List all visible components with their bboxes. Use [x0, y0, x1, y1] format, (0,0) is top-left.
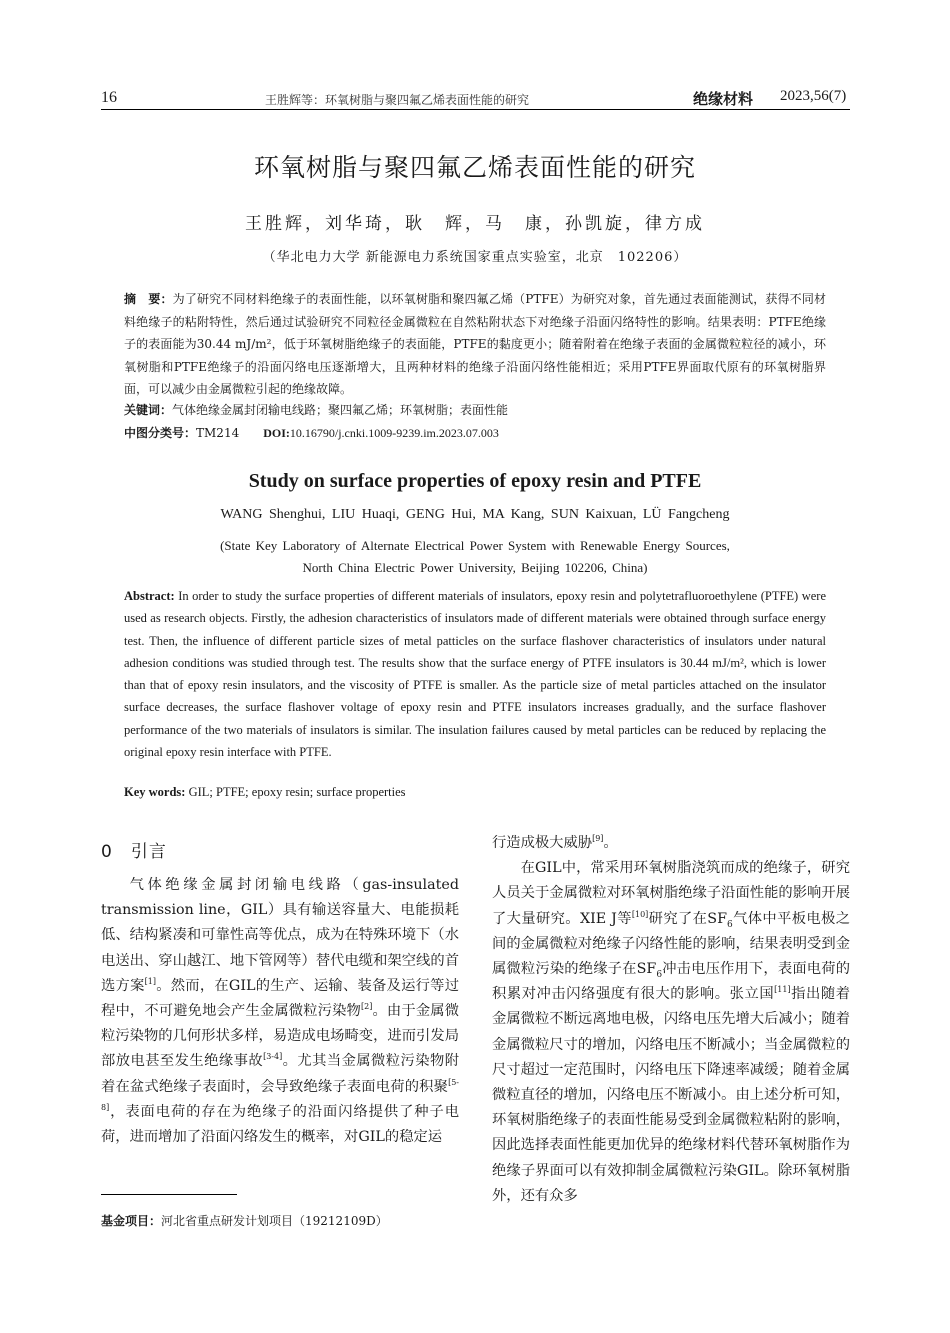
citation: [5-8] — [101, 1077, 459, 1113]
subscript: 6 — [656, 969, 663, 980]
intro-paragraph-1-continued — [492, 831, 850, 856]
text-run: 行造成极大威胁 — [492, 835, 593, 851]
text-run: 气体绝缘金属封闭输电线路（gas-insulated transmission line，GIL）具有输送容量大、电能损耗低、结构紧凑和可靠性高等优点，成为在特殊环境下（水电送出、穿山越江、地下管网等）替代电缆和架空线的首选方案 — [101, 877, 459, 994]
text-run: 气体中平板电极之间的金属微粒对绝缘子闪络性能的影响，结果表明受到金属微粒污染的绝缘子在SF — [492, 910, 851, 978]
abstract-en-label: Abstract: — [124, 589, 175, 603]
citation: [10] — [631, 909, 649, 919]
text-run: ，表面电荷的存在为绝缘子的沿面闪络提供了种子电荷，进而增加了沿面闪络发生的概率，对GIL的稳定运 — [101, 1103, 459, 1146]
funding-label: 基金项目： — [101, 1214, 162, 1228]
keywords-en-label: Key words: — [124, 785, 186, 799]
keywords-cn-text: 气体绝缘金属封闭输电线路；聚四氟乙烯；环氧树脂；表面性能 — [172, 403, 509, 417]
citation: [9] — [592, 834, 604, 844]
paper-title-en: Study on surface properties of epoxy resin and PTFE — [248, 470, 702, 492]
text-run: 。然而，在GIL的生产、运输、装备及运行等过程中，不可避免地会产生金属微粒污染物 — [101, 977, 460, 1020]
journal-issue: 2023,56(7) — [780, 88, 847, 104]
funding-note — [101, 1212, 388, 1229]
body-column-right — [492, 831, 850, 1209]
doi-value: 10.16790/j.cnki.1009-9239.im.2023.07.003 — [289, 426, 499, 440]
classification-line — [124, 424, 499, 441]
intro-paragraph-2 — [492, 856, 850, 1209]
clc-value: TM214 — [196, 426, 240, 440]
page-number: 16 — [101, 89, 117, 106]
text-run: 。 — [603, 835, 618, 851]
text-run: 。尤其当金属微粒污染物附着在盆式绝缘子表面时，会导致绝缘子表面电荷的积聚 — [101, 1053, 460, 1095]
clc-label: 中图分类号： — [124, 426, 197, 440]
citation: [2] — [361, 1002, 373, 1012]
paper-title-cn: 环氧树脂与聚四氟乙烯表面性能的研究 — [253, 153, 696, 182]
authors-en: WANG Shenghui, LIU Huaqi, GENG Hui, MA Kang, SUN Kaixuan, LÜ Fangcheng — [220, 507, 730, 522]
intro-paragraph-1 — [101, 873, 459, 1150]
affiliation-en-line-2: North China Electric Power University, Beijing 102206, China) — [302, 560, 648, 575]
affiliation-en-line-1: (State Key Laboratory of Alternate Electrical Power System with Renewable Energy Sources, — [220, 538, 730, 553]
keywords-en-text: GIL; PTFE; epoxy resin; surface properties — [188, 785, 406, 799]
footnote-rule — [101, 1194, 237, 1195]
text-run: 指出随着金属微粒不断远离地电极，闪络电压先增大后减小；随着金属微粒尺寸的增加，闪络电压不断减小；当金属微粒的尺寸超过一定范围时，闪络电压下降速率减缓；随着金属微粒直径的增加，闪络电压不断减小。由上述分析可知，环氧树脂绝缘子的表面性能易受到金属微粒粘附的影响，因此选择表面性能更加优异的绝缘材料代替环氧树脂作为绝缘子界面可以有效抑制金属微粒污染GIL。除环氧树脂外，还有众多 — [492, 986, 850, 1204]
text-run: 冲击电压作用下，表面电荷的积累对冲击闪络强度有很大的影响。张立国 — [492, 961, 851, 1003]
citation: [11] — [774, 985, 791, 995]
text-run: 。由于金属微粒污染物的几何形状多样，易造成电场畸变，进而引发局部放电甚至发生绝缘事故 — [101, 1003, 460, 1070]
affiliation-en — [0, 535, 950, 579]
body-column-left — [101, 873, 459, 1150]
abstract-en-text: In order to study the surface properties of different materials of insulators, epoxy resin and polytetrafluoroethylene (PTFE) were used as research objects. Firstly, the adhesion characteristics of insulators made of different materials were obtained through surface energy test. Then, the influence of different particle sizes of metal patticles on the surface flashover characteristics of insulators under natural adhesion conditions was studied through test. The results show that the surface energy of PTFE insulators is 30.44 mJ/m², which is lower than that of epoxy resin insulators, and the viscosity of PTFE is smaller. As the particle size of metal particles attached on the insulator surface decreases, the surface flashover voltage of epoxy resin and PTFE insulators increases gradually, and the surface flashover performance of the two materials of insulators is similar. The insulation failures caused by metal particles can be reduced by replacing the original epoxy resin interface with PTFE. — [124, 589, 826, 760]
subscript: 6 — [727, 919, 733, 930]
abstract-en — [124, 585, 826, 763]
text-run: 研究了在SF — [648, 910, 728, 927]
section-heading: 0 引言 — [101, 842, 167, 862]
affiliation-cn: （华北电力大学 新能源电力系统国家重点实验室，北京 102206） — [262, 250, 688, 265]
keywords-cn — [124, 401, 508, 418]
abstract-cn-text: 为了研究不同材料绝缘子的表面性能，以环氧树脂和聚四氟乙烯（PTFE）为研究对象，首先通过表面能测试，获得不同材料绝缘子的粘附特性，然后通过试验研究不同粒径金属微粒在自然粘附状态下对绝缘子沿面闪络特性的影响。结果表明：PTFE绝缘子的表面能为30.44 mJ/m²，低于环氧树脂绝缘子的表面能，PTFE的黏度更小；随着附着在绝缘子表面的金属微粒粒径的减小，环氧树脂和PTFE绝缘子的沿面闪络电压逐渐增大，且两种材料的绝缘子沿面闪络性能相近；采用PTFE界面取代原有的环氧树脂界面，可以减少由金属微粒引起的绝缘故障。 — [124, 292, 826, 396]
citation: [1] — [144, 977, 156, 987]
abstract-cn-label: 摘 要： — [124, 292, 173, 306]
keywords-en — [124, 785, 406, 800]
header-rule — [101, 109, 850, 110]
doi-label: DOI: — [263, 426, 290, 440]
funding-text: 河北省重点研发计划项目（19212109D） — [161, 1214, 388, 1228]
abstract-cn — [124, 288, 826, 401]
authors-cn: 王胜辉，刘华琦，耿 辉，马 康，孙凯旋，律方成 — [245, 214, 705, 234]
journal-name: 绝缘材料 — [693, 90, 754, 108]
keywords-cn-label: 关键词： — [124, 403, 173, 417]
text-run: 在GIL中，常采用环氧树脂浇筑而成的绝缘子，研究人员关于金属微粒对环氧树脂绝缘子沿面性能的影响开展了大量研究。XIE J等 — [492, 860, 850, 927]
citation: [3-4] — [263, 1052, 283, 1062]
running-title: 王胜辉等：环氧树脂与聚四氟乙烯表面性能的研究 — [265, 93, 530, 107]
